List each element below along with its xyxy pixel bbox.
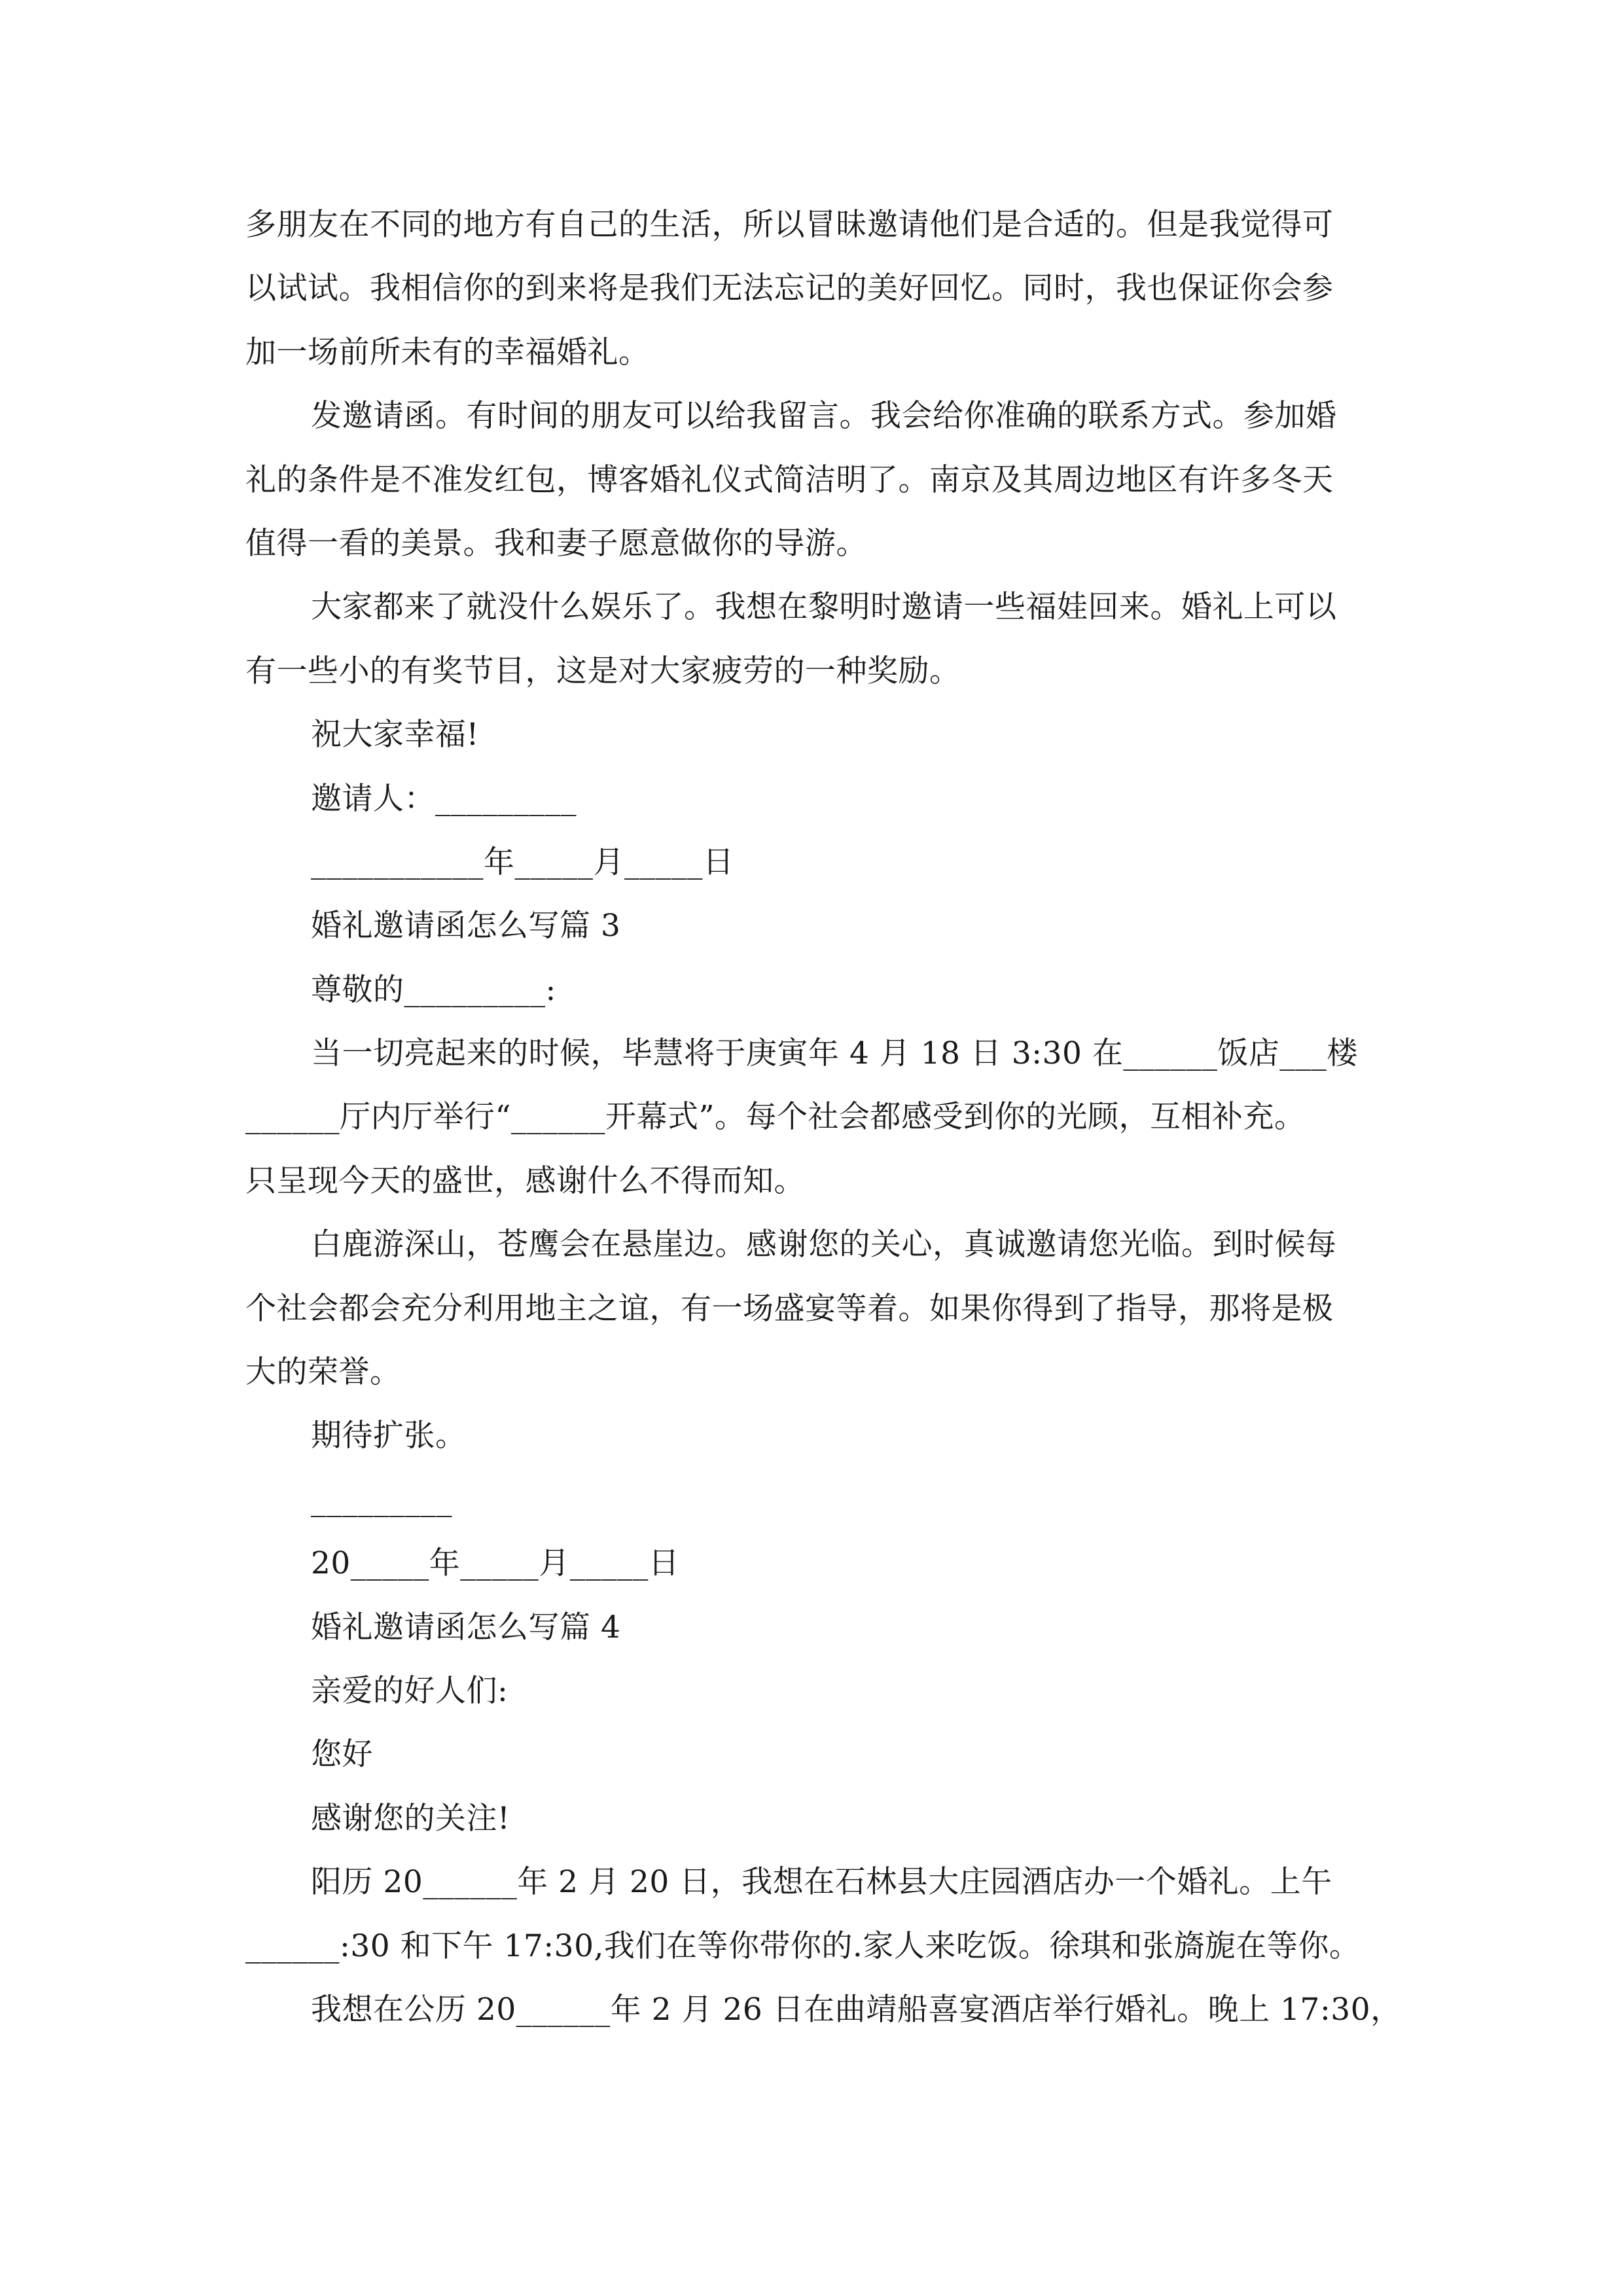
text-line: 值得一看的美景。我和妻子愿意做你的导游。 — [245, 525, 867, 562]
text-line: 祝大家幸福! — [311, 717, 479, 753]
text-line: 加一场前所未有的幸福婚礼。 — [245, 334, 650, 370]
text-line: 礼的条件是不准发红包，博客婚礼仪式简洁明了。南京及其周边地区有许多冬天 — [245, 461, 1334, 498]
text-line: 大的荣誉。 — [245, 1354, 401, 1391]
text-line: 有一些小的有奖节目，这是对大家疲劳的一种奖励。 — [245, 653, 961, 689]
text-line: 以试试。我相信你的到来将是我们无法忘记的美好回忆。同时，我也保证你会参 — [245, 270, 1334, 307]
salutation: 尊敬的_________: — [311, 971, 556, 1008]
greeting: 您好 — [311, 1736, 373, 1773]
text-line: ______厅内厅举行“______开幕式”。每个社会都感受到你的光顾，互相补充。 — [245, 1099, 1306, 1136]
text-line: 我想在公历 20______年 2 月 26 日在曲靖船喜宴酒店举行婚礼。晚上 17:30， — [311, 1991, 1402, 2028]
text-line: 大家都来了就没什么娱乐了。我想在黎明时邀请一些福娃回来。婚礼上可以 — [311, 589, 1337, 626]
text-line: 阳历 20______年 2 月 20 日，我想在石林县大庄园酒店办一个婚礼。上午 — [311, 1864, 1332, 1901]
signature-blank: _________ — [311, 1481, 452, 1518]
text-line: 发邀请函。有时间的朋友可以给我留言。我会给你准确的联系方式。参加婚 — [311, 398, 1337, 435]
text-line: 白鹿游深山，苍鹰会在悬崖边。感谢您的关心，真诚邀请您光临。到时候每 — [311, 1227, 1337, 1263]
text-line: 多朋友在不同的地方有自己的生活，所以冒昧邀请他们是合适的。但是我觉得可 — [245, 207, 1334, 243]
text-line: 当一切亮起来的时候，毕慧将于庚寅年 4 月 18 日 3:30 在______饭店___楼 — [311, 1035, 1358, 1072]
inviter-signature-line: 邀请人：_________ — [311, 780, 577, 817]
salutation: 亲爱的好人们: — [311, 1672, 508, 1709]
date-line: 20_____年_____月_____日 — [311, 1545, 680, 1582]
section-heading: 婚礼邀请函怎么写篇 3 — [311, 908, 621, 944]
text-line: 期待扩张。 — [311, 1418, 467, 1454]
text-line: 感谢您的关注! — [311, 1800, 510, 1837]
document-body — [245, 193, 1402, 2041]
section-heading: 婚礼邀请函怎么写篇 4 — [311, 1609, 621, 1645]
text-line: 只呈现今天的盛世，感谢什么不得而知。 — [245, 1162, 805, 1199]
date-line: ___________年_____月_____日 — [311, 844, 734, 880]
text-line: 个社会都会充分利用地主之谊，有一场盛宴等着。如果你得到了指导，那将是极 — [245, 1290, 1334, 1327]
text-line: ______:30 和下午 17:30,我们在等你带你的.家人来吃饭。徐琪和张旖旎在等你。 — [245, 1928, 1361, 1964]
